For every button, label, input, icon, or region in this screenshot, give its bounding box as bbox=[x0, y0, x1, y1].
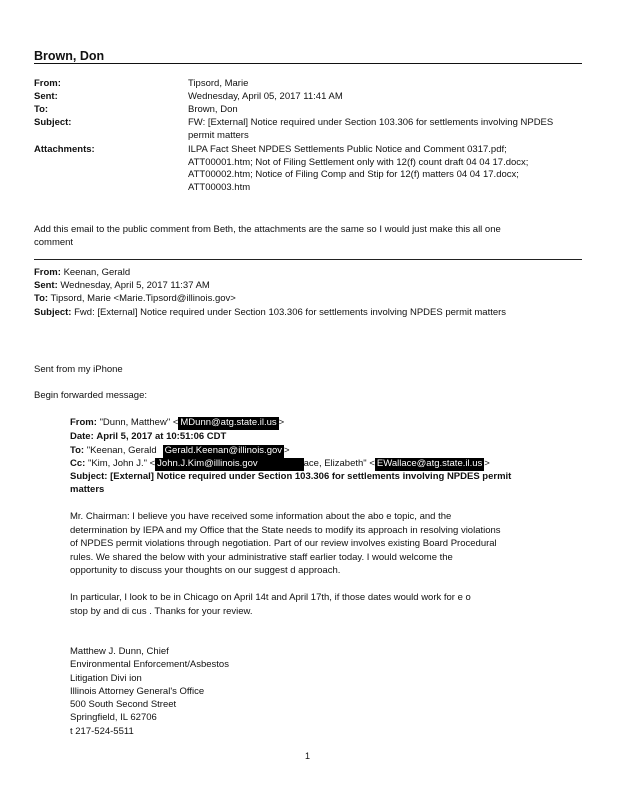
fwd1-subject-value: Fwd: [External] Notice required under Section 103.306 for settlements involving NPDES permit matters bbox=[74, 307, 507, 318]
fwd2-from-end: > bbox=[278, 417, 285, 428]
fwd1-sent-label: Sent: bbox=[34, 280, 58, 291]
note-line-2: comment bbox=[34, 236, 74, 248]
begin-forwarded: Begin forwarded message: bbox=[34, 390, 148, 401]
title-rule bbox=[34, 63, 582, 64]
attachment-line: ATT00003.htm bbox=[188, 181, 251, 193]
paragraph-line: In particular, I look to be in Chicago on April 14t and April 17th, if those dates would work for e o bbox=[70, 592, 471, 603]
attachment-line: ILPA Fact Sheet NPDES Settlements Public Notice and Comment 0317.pdf; bbox=[188, 144, 507, 155]
note-line-1: Add this email to the public comment from Beth, the attachments are the same so I would just make this all one bbox=[34, 224, 501, 235]
to-label: To: bbox=[34, 104, 49, 115]
fwd1-from-label: From: bbox=[34, 267, 61, 278]
fwd2-cc bbox=[70, 458, 490, 471]
sent-label: Sent: bbox=[34, 91, 58, 102]
fwd2-from-email-link[interactable]: MDunn@atg.state.il.us bbox=[180, 417, 277, 428]
attachment-line: ATT00001.htm; Not of Filing Settlement only with 12(f) count draft 04 04 17.docx; bbox=[188, 156, 529, 168]
redaction-block bbox=[260, 458, 304, 471]
fwd1-from-value: Keenan, Gerald bbox=[63, 267, 131, 278]
from-value: Tipsord, Marie bbox=[188, 78, 249, 89]
fwd2-to-email-link[interactable]: Gerald.Keenan@illinois.gov bbox=[164, 445, 283, 456]
subject-value bbox=[188, 117, 553, 142]
attachment-line: ATT00002.htm; Notice of Filing Comp and Stip for 12(f) matters 04 04 17.docx; bbox=[188, 169, 519, 180]
signature-line: Springfield, IL 62706 bbox=[70, 712, 157, 724]
attachments-label: Attachments: bbox=[34, 144, 95, 155]
signature-line: Environmental Enforcement/Asbestos bbox=[70, 659, 229, 671]
fwd2-subject-line-1: [External] Notice required under Section 103.306 for settlements involving NPDES permit bbox=[110, 471, 512, 482]
fwd2-from bbox=[70, 417, 284, 430]
paragraph-line: rules. We shared the below with your administrative staff earlier today. I would welcome the bbox=[70, 551, 453, 563]
fwd1-to-label: To: bbox=[34, 293, 49, 304]
fwd2-to-label: To: bbox=[70, 445, 85, 456]
subject-line-2: permit matters bbox=[188, 129, 249, 141]
fwd1-subject bbox=[34, 307, 506, 320]
fwd2-cc-email-link[interactable]: John.J.Kim@illinois.gov bbox=[157, 458, 258, 469]
fwd2-date-value: April 5, 2017 at 10:51:06 CDT bbox=[96, 431, 227, 442]
fwd2-date bbox=[70, 431, 226, 444]
fwd2-date-label: Date: bbox=[70, 431, 94, 442]
document-title: Brown, Don bbox=[34, 49, 105, 63]
fwd1-subject-label: Subject: bbox=[34, 307, 72, 318]
fwd1-to-value: Tipsord, Marie <Marie.Tipsord@illinois.gov> bbox=[50, 293, 236, 304]
fwd2-to-name: "Keenan, Gerald bbox=[86, 445, 157, 456]
attachments-list bbox=[188, 144, 528, 194]
subject-line-1: FW: [External] Notice required under Section 103.306 for settlements involving NPDES bbox=[188, 117, 554, 128]
to-value: Brown, Don bbox=[188, 104, 238, 115]
paragraph-line: of NPDES permit violations through negotiation. Part of our review involves existing Board Procedural bbox=[70, 538, 497, 549]
fwd1-to bbox=[34, 293, 236, 306]
fwd1-from bbox=[34, 267, 130, 280]
sent-from-iphone: Sent from my iPhone bbox=[34, 364, 123, 375]
fwd1-sent-value: Wednesday, April 5, 2017 11:37 AM bbox=[60, 280, 210, 291]
body-paragraph-2 bbox=[70, 591, 471, 618]
fwd2-from-name: "Dunn, Matthew" < bbox=[99, 417, 179, 428]
fwd2-subject bbox=[70, 471, 511, 496]
body-paragraph-1 bbox=[70, 510, 501, 578]
fwd2-cc-end: > bbox=[484, 458, 490, 469]
from-label: From: bbox=[34, 78, 61, 89]
fwd2-cc-mid: ace, Elizabeth" < bbox=[303, 458, 375, 469]
paragraph-line: determination by IEPA and my Office that the State needs to modify its approach in resolving violations bbox=[70, 524, 501, 536]
forward-separator bbox=[34, 259, 582, 260]
paragraph-line: Mr. Chairman: I believe you have received some information about the abo e topic, and the bbox=[70, 511, 452, 522]
fwd2-to bbox=[70, 445, 290, 458]
signature-block bbox=[70, 645, 229, 738]
subject-label: Subject: bbox=[34, 117, 72, 128]
paragraph-line: stop by and di cus . Thanks for your review. bbox=[70, 605, 253, 617]
note-text bbox=[34, 224, 501, 249]
page-number: 1 bbox=[305, 751, 311, 761]
fwd2-subject-label: Subject: bbox=[70, 471, 108, 482]
fwd2-to-end: > bbox=[284, 445, 290, 456]
signature-line: Litigation Divi ion bbox=[70, 672, 142, 684]
fwd2-cc-label: Cc: bbox=[70, 458, 86, 469]
signature-line: Matthew J. Dunn, Chief bbox=[70, 646, 169, 657]
sent-value: Wednesday, April 05, 2017 11:41 AM bbox=[188, 91, 343, 102]
paragraph-line: opportunity to discuss your thoughts on our suggest d approach. bbox=[70, 565, 341, 576]
fwd2-subject-line-2: matters bbox=[70, 483, 105, 495]
fwd2-from-label: From: bbox=[70, 417, 97, 428]
signature-line: 500 South Second Street bbox=[70, 699, 177, 711]
signature-line: t 217-524-5511 bbox=[70, 725, 134, 737]
fwd2-cc-email2-link[interactable]: EWallace@atg.state.il.us bbox=[376, 458, 483, 469]
signature-line: Illinois Attorney General's Office bbox=[70, 685, 205, 697]
fwd1-sent bbox=[34, 280, 210, 293]
fwd2-cc-name: "Kim, John J." < bbox=[87, 458, 156, 469]
